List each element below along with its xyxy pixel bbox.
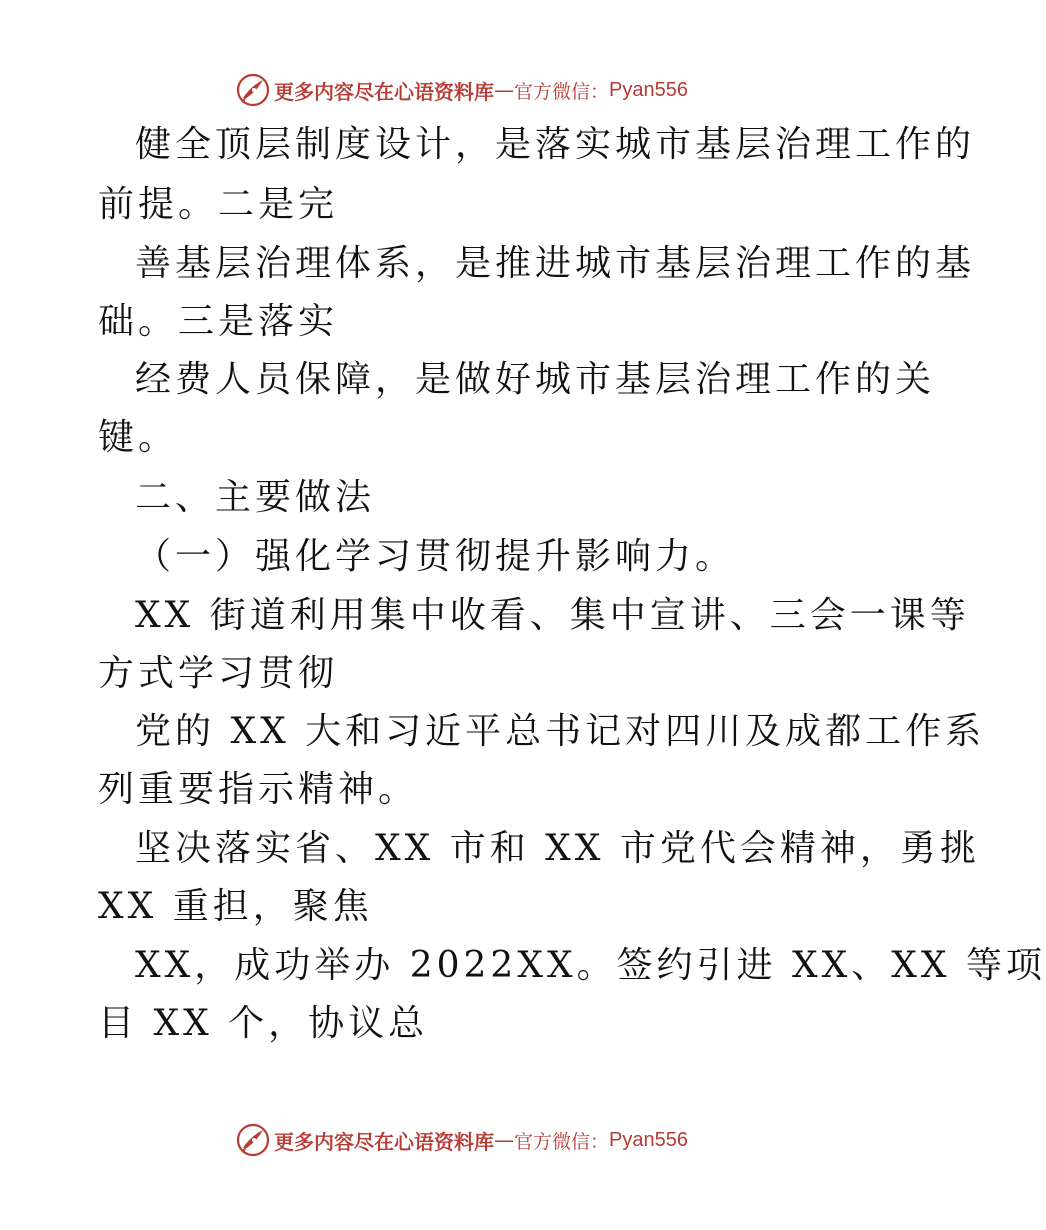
watermark-wechat-id: Pyan556 [609,1128,688,1151]
text-line: 础。三是落实 [98,301,339,342]
text-line: XX，成功举办 2022XX。签约引进 XX、XX 等项 [135,945,1046,986]
footer-watermark [236,1122,688,1158]
watermark-separator: — [494,1128,514,1152]
watermark-contact-label: 官方微信： [514,80,610,103]
text-line: 方式学习贯彻 [98,653,339,694]
watermark-brand-text: 更多内容尽在心语资料库 [274,1129,494,1154]
text-line: 目 XX 个，协议总 [98,1003,429,1044]
watermark-separator: — [494,78,514,102]
text-line: 经费人员保障，是做好城市基层治理工作的关 [135,359,936,400]
text-line: XX 街道利用集中收看、集中宣讲、三会一课等 [135,595,970,636]
quill-pen-logo-icon [236,1123,270,1157]
text-line: 党的 XX 大和习近平总书记对四川及成都工作系 [135,711,986,752]
watermark-wechat-id: Pyan556 [609,78,688,101]
text-line: 前提。二是完 [98,184,339,225]
quill-pen-logo-icon [236,73,270,107]
text-line: XX 重担，聚焦 [98,886,373,927]
text-line: 键。 [98,417,179,458]
header-watermark [236,72,688,108]
watermark-brand-text: 更多内容尽在心语资料库 [274,79,494,104]
text-line: 善基层治理体系，是推进城市基层治理工作的基 [135,243,976,284]
text-line: 列重要指示精神。 [98,769,419,810]
text-line: 坚决落实省、XX 市和 XX 市党代会精神，勇挑 [135,828,980,869]
watermark-contact-label: 官方微信： [514,1130,610,1153]
text-line: 健全顶层制度设计，是落实城市基层治理工作的 [135,124,976,165]
subsection-heading: （一）强化学习贯彻提升影响力。 [135,536,736,577]
section-heading: 二、主要做法 [135,477,376,518]
